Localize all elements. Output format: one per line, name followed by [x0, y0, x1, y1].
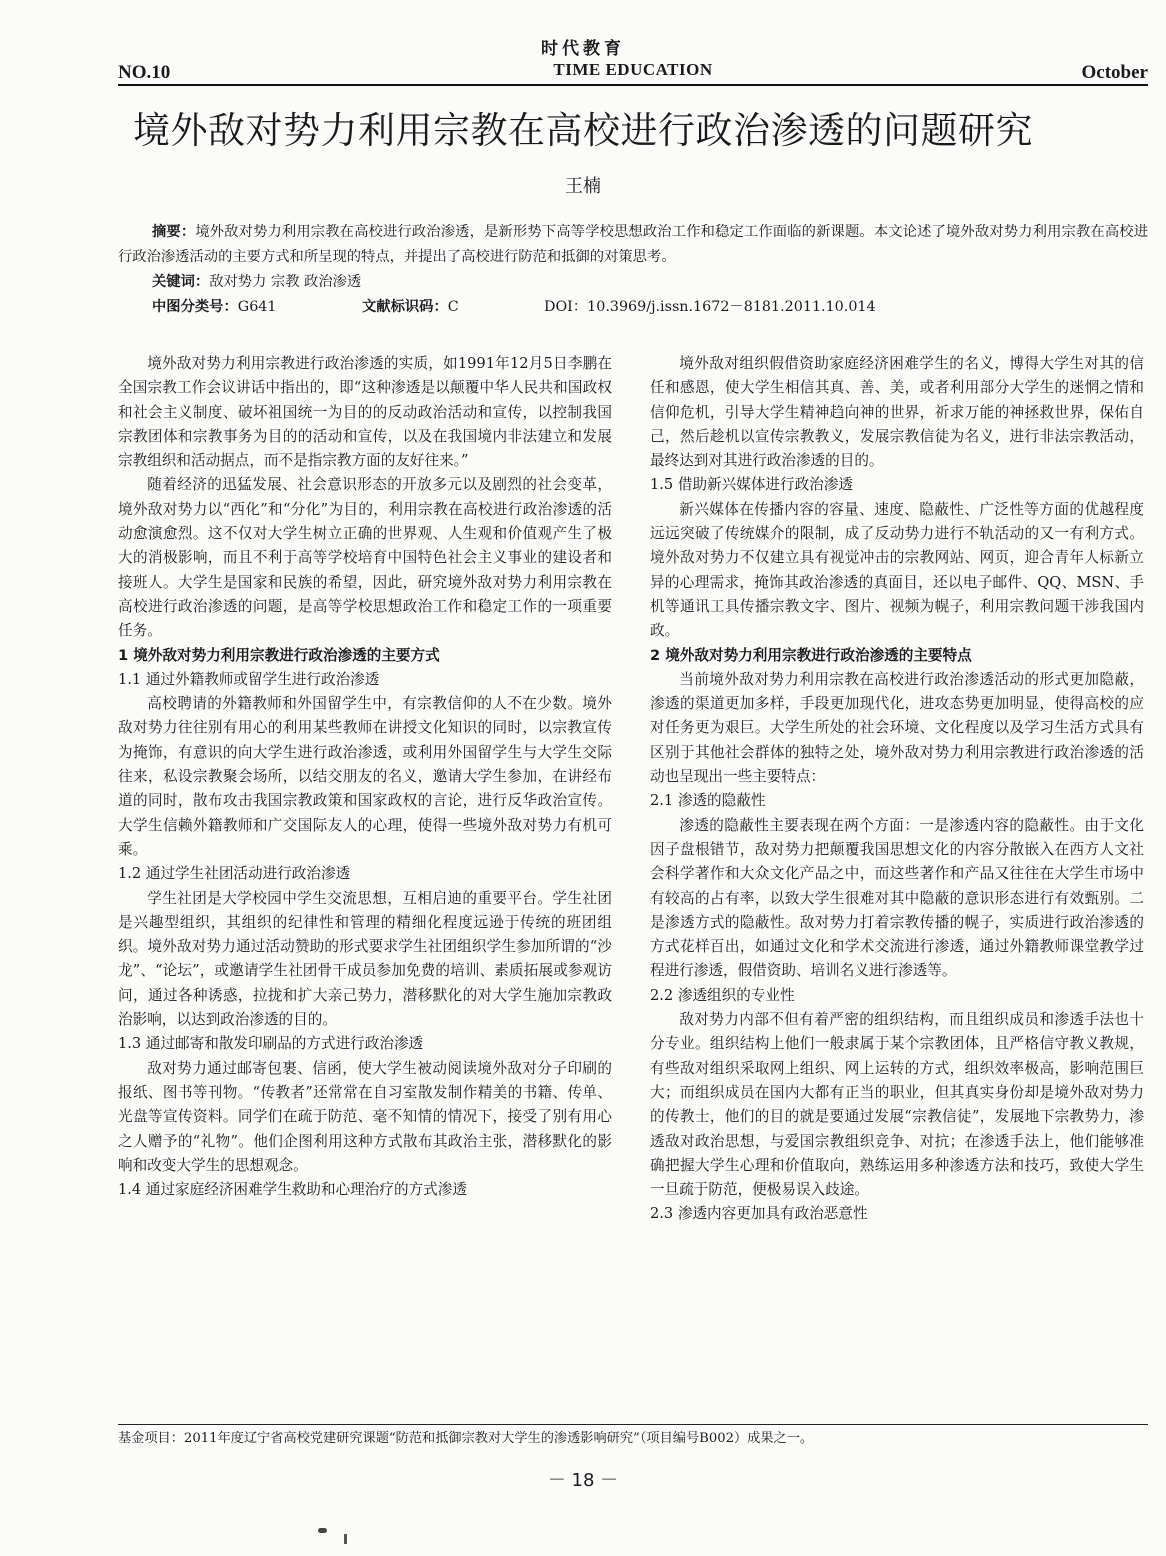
doi: DOI：10.3969/j.issn.1672－8181.2011.10.014 — [544, 299, 876, 315]
abstract — [118, 220, 1148, 270]
scan-speck — [344, 1534, 347, 1544]
subsection-heading: 1.5 借助新兴媒体进行政治渗透 — [650, 476, 853, 494]
section-heading: 1 境外敌对势力利用宗教进行政治渗透的主要方式 — [118, 646, 440, 664]
journal-name-chinese: 时代教育 — [541, 39, 625, 59]
subsection-heading: 2.3 渗透内容更加具有政治恶意性 — [650, 1205, 868, 1223]
paragraph: 高校聘请的外籍教师和外国留学生中，有宗教信仰的人不在少数。境外敌对势力往往别有用心的利用某些教师在讲授文化知识的同时，以宗教宣传为掩饰，有意识的向大学生进行政治渗透，或利用外国留学生与大学生交际往来，私设宗教聚会场所，以结交朋友的名义，邀请大学生参加，在讲经布道的同时，散布攻击我国宗教政策和国家政权的言论，进行反华政治宣传。大学生信赖外籍教师和广交国际友人的心理，使得一些境外敌对势力有机可乘。 — [118, 695, 612, 858]
paper-title: 境外敌对势力利用宗教在高校进行政治渗透的问题研究 — [133, 109, 1033, 152]
paragraph: 新兴媒体在传播内容的容量、速度、隐蔽性、广泛性等方面的优越程度远远突破了传统媒介的限制，成了反动势力进行不轨活动的又一有利方式。境外敌对势力不仅建立具有视觉冲击的宗教网站、网页，迎合青年人标新立异的心理需求，掩饰其政治渗透的真面目，还以电子邮件、QQ、MSN、手机等通讯工具传播宗教文字、图片、视频为幌子，利用宗教问题干涉我国内政。 — [650, 500, 1144, 640]
paragraph: 境外敌对势力利用宗教进行政治渗透的实质，如1991年12月5日李鹏在全国宗教工作会议讲话中指出的，即“这种渗透是以颠覆中华人民共和国政权和社会主义制度、破坏祖国统一为目的的反动政治活动和宣传，以控制我国宗教团体和宗教事务为目的的活动和宣传，以及在我国境内非法建立和发展宗教组织和活动据点，而不是指宗教方面的友好往来。” — [118, 355, 612, 470]
paragraph: 随着经济的迅猛发展、社会意识形态的开放多元以及剧烈的社会变革，境外敌对势力以“西化”和“分化”为目的，利用宗教在高校进行政治渗透的活动愈演愈烈。这不仅对大学生树立正确的世界观、人生观和价值观产生了极大的消极影响，而且不利于高等学校培育中国特色社会主义事业的建设者和接班人。大学生是国家和民族的希望，因此，研究境外敌对势力利用宗教在高校进行政治渗透的问题，是高等学校思想政治工作和稳定工作的一项重要任务。 — [118, 476, 612, 640]
keywords-label: 关键词： — [152, 274, 210, 290]
subsection-heading: 2.1 渗透的隐蔽性 — [650, 792, 766, 810]
subsection-heading: 1.2 通过学生社团活动进行政治渗透 — [118, 865, 351, 883]
paragraph: 境外敌对组织假借资助家庭经济困难学生的名义，博得大学生对其的信任和感恩，使大学生相信其真、善、美，或者利用部分大学生的迷惘之情和信仰危机，引导大学生精神趋向神的世界，祈求万能的神拯救世界，保佑自己，然后趁机以宣传宗教教义，发展宗教信徒为名义，进行非法宗教活动，最终达到对其进行政治渗透的目的。 — [650, 355, 1144, 470]
subsection-heading: 1.1 通过外籍教师或留学生进行政治渗透 — [118, 670, 380, 688]
keywords-text: 敌对势力 宗教 政治渗透 — [209, 274, 362, 290]
doc-code-value: C — [447, 299, 459, 315]
abstract-label: 摘要： — [152, 224, 196, 240]
footnote-rule — [118, 1424, 1148, 1425]
subsection-heading: 2.2 渗透组织的专业性 — [650, 986, 795, 1004]
abstract-text: 境外敌对势力利用宗教在高校进行政治渗透，是新形势下高等学校思想政治工作和稳定工作面临的新课题。本文论述了境外敌对势力利用宗教在高校进行政治渗透活动的主要方式和所呈现的特点，并提出了高校进行防范和抵御的对策思考。 — [118, 224, 1148, 265]
page-number: － 18 － — [547, 1470, 619, 1491]
paragraph: 学生社团是大学校园中学生交流思想，互相启迪的重要平台。学生社团是兴趣型组织，其组织的纪律性和管理的精细化程度远逊于传统的班团组织。境外敌对势力通过活动赞助的形式要求学生社团组织学生参加所谓的“沙龙”、“论坛”，或邀请学生社团骨干成员参加免费的培训、素质拓展或参观访问，通过各种诱惑，拉拢和扩大亲己势力，潜移默化的对大学生施加宗教政治影响，以达到政治渗透的目的。 — [118, 889, 612, 1029]
journal-name-english: TIME EDUCATION — [553, 60, 713, 79]
running-header — [118, 60, 1148, 86]
keywords — [118, 270, 1148, 295]
scan-speck — [318, 1528, 327, 1533]
paragraph: 敌对势力通过邮寄包裹、信函，使大学生被动阅读境外敌对分子印刷的报纸、图书等刊物。“传教者”还常常在自习室散发制作精美的书籍、传单、光盘等宣传资料。同学们在疏于防范、毫不知情的情况下，接受了别有用心之人赠予的“礼物”。他们企图利用这种方式散布其政治主张，潜移默化的影响和改变大学生的思想观念。 — [118, 1059, 612, 1174]
left-column — [118, 352, 612, 1202]
paragraph: 敌对势力内部不但有着严密的组织结构，而且组织成员和渗透手法也十分专业。组织结构上他们一般隶属于某个宗教团体，且严格信守教义教规，有些敌对组织采取网上组织、网上运转的方式，组织效率极高，影响范围巨大；而组织成员在国内大都有正当的职业，但其真实身份却是境外敌对势力的传教士，他们的目的就是要通过发展“宗教信徒”，发展地下宗教势力，渗透敌对政治思想，与爱国宗教组织竞争、对抗；在渗透手法上，他们能够准确把握大学生心理和价值取向，熟练运用多种渗透方法和技巧，致使大学生一旦疏于防范，便极易误入歧途。 — [650, 1011, 1144, 1199]
clc-value: G641 — [237, 299, 277, 315]
abstract-block — [118, 220, 1148, 320]
paragraph: 渗透的隐蔽性主要表现在两个方面：一是渗透内容的隐蔽性。由于文化因子盘根错节，敌对势力把颠覆我国思想文化的内容分散嵌入在西方人文社会科学著作和大众文化产品之中，而这些著作和产品又往往在大学生市场中有较高的占有率，以致大学生很难对其中隐蔽的意识形态进行有效甄别。二是渗透方式的隐蔽性。敌对势力打着宗教传播的幌子，实质进行政治渗透的方式花样百出，如通过文化和学术交流进行渗透，通过外籍教师课堂教学过程进行渗透，假借资助、培训名义进行渗透等。 — [650, 816, 1144, 980]
doc-code-label: 文献标识码： — [362, 299, 448, 315]
issue-month: October — [1081, 62, 1148, 83]
subsection-heading: 1.3 通过邮寄和散发印刷品的方式进行政治渗透 — [118, 1035, 424, 1053]
footnote: 基金项目：2011年度辽宁省高校党建研究课题“防范和抵御宗教对大学生的渗透影响研究”（项目编号B002）成果之一。 — [118, 1431, 814, 1446]
paragraph: 当前境外敌对势力利用宗教在高校进行政治渗透活动的形式更加隐蔽，渗透的渠道更加多样，手段更加现代化，进攻态势更加明显，使得高校的应对任务更为艰巨。大学生所处的社会环境、文化程度以及学习生活方式具有区别于其他社会群体的独特之处，境外敌对势力利用宗教进行政治渗透的活动也呈现出一些主要特点： — [650, 670, 1144, 786]
right-column — [650, 352, 1144, 1227]
issue-number: NO.10 — [118, 62, 171, 83]
clc-label: 中图分类号： — [152, 299, 238, 315]
classification-line — [118, 295, 1148, 320]
section-heading: 2 境外敌对势力利用宗教进行政治渗透的主要特点 — [650, 646, 972, 664]
paper-author: 王楠 — [565, 176, 601, 197]
subsection-heading: 1.4 通过家庭经济困难学生救助和心理治疗的方式渗透 — [118, 1181, 467, 1199]
